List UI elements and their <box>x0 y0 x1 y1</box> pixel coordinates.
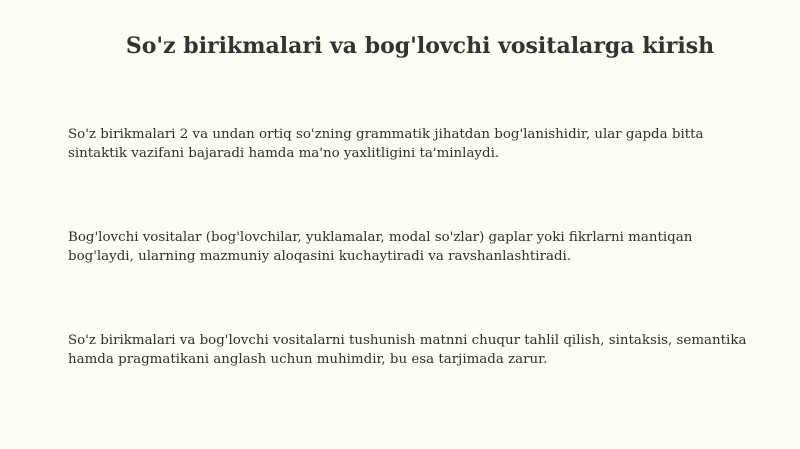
paragraph-connecting-means: Bog'lovchi vositalar (bog'lovchilar, yuklamalar, modal so'zlar) gaplar yoki fikrlarni mantiqan bog'laydi, ularning mazmuniy aloqasini kuchaytiradi va ravshanlashtiradi. <box>68 230 693 264</box>
paragraph-word-combinations: So'z birikmalari 2 va undan ortiq so'zning grammatik jihatdan bog'lanishidir, ular gapda bitta sintaktik vazifani bajaradi hamda ma'no yaxlitligini ta'minlaydi. <box>68 127 704 161</box>
slide-title: So'z birikmalari va bog'lovchi vositalarga kirish <box>125 33 715 59</box>
paragraph-importance: So'z birikmalari va bog'lovchi vositalarni tushunish matnni chuqur tahlil qilish, sintaksis, semantika hamda pragmatikani anglash uchun muhimdir, bu esa tarjimada zarur. <box>68 333 747 367</box>
